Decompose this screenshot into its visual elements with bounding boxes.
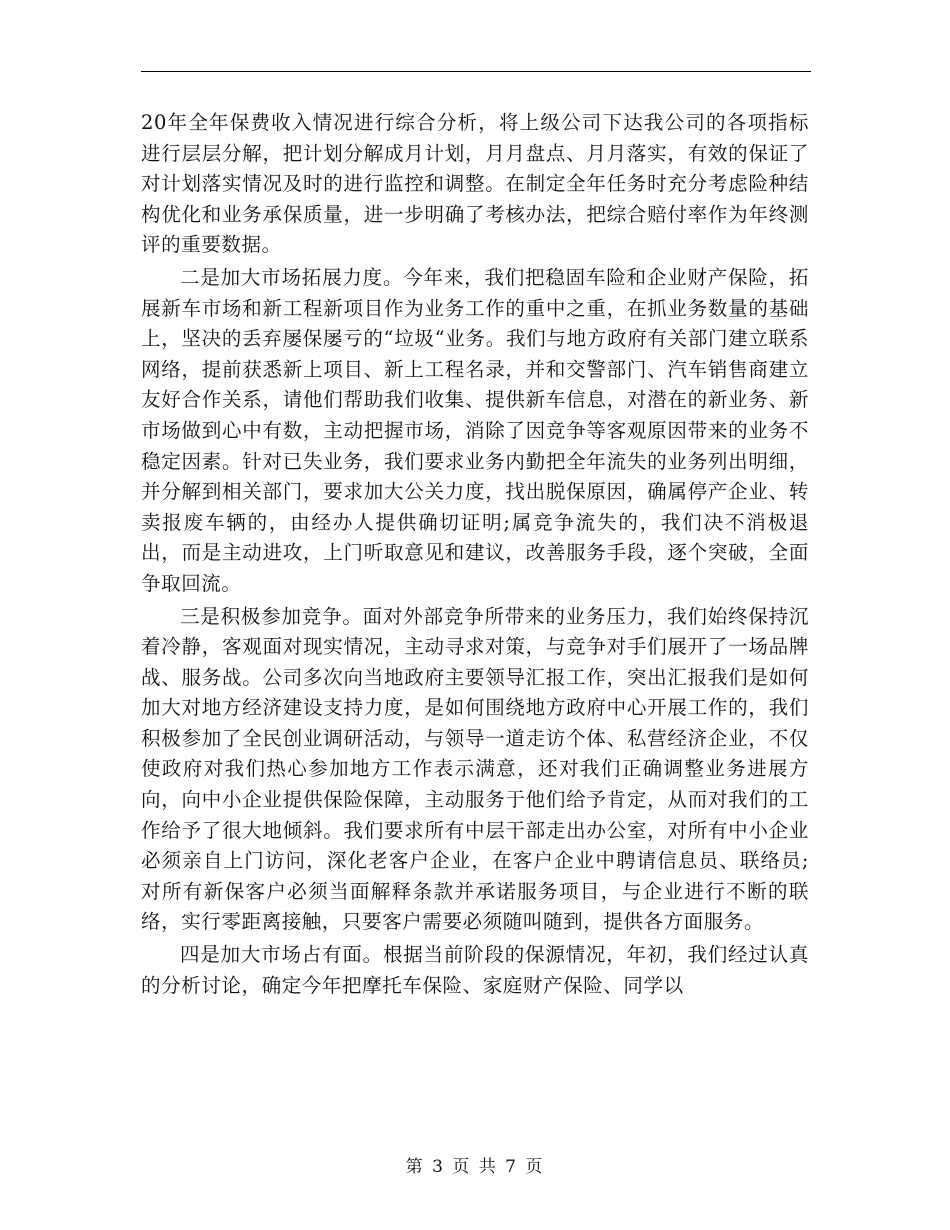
paragraph-1: 20年全年保费收入情况进行综合分析，将上级公司下达我公司的各项指标进行层层分解，把计划分解成月计划，月月盘点、月月落实，有效的保证了对计划落实情况及时的进行监控和调整。在制定全年任务时充分考虑险种结构优化和业务承保质量，进一步明确了考核办法，把综合赔付率作为年终测评的重要数据。 <box>141 111 809 257</box>
page-footer: 第 3 页 共 7 页 <box>405 1157 545 1177</box>
paragraph-2: 二是加大市场拓展力度。今年来，我们把稳固车险和企业财产保险，拓展新车市场和新工程新项目作为业务工作的重中之重，在抓业务数量的基础上，坚决的丢弃屡保屡亏的“垃圾“业务。我们与地方政府有关部门建立联系网络，提前获悉新上项目、新上工程名录，并和交警部门、汽车销售商建立友好合作关系，请他们帮助我们收集、提供新车信息，对潜在的新业务、新市场做到心中有数，主动把握市场，消除了因竞争等客观原因带来的业务不稳定因素。针对已失业务，我们要求业务内勤把全年流失的业务列出明细，并分解到相关部门，要求加大公关力度，找出脱保原因，确属停产企业、转卖报废车辆的，由经办人提供确切证明;属竞争流失的，我们决不消极退出，而是主动进攻，上门听取意见和建议，改善服务手段，逐个突破，全面争取回流。 <box>141 265 809 595</box>
header-rule <box>141 71 811 72</box>
body-text <box>141 108 809 1003</box>
paragraph-3: 三是积极参加竞争。面对外部竞争所带来的业务压力，我们始终保持沉着冷静，客观面对现实情况，主动寻求对策，与竞争对手们展开了一场品牌战、服务战。公司多次向当地政府主要领导汇报工作，突出汇报我们是如何加大对地方经济建设支持力度，是如何围绕地方政府中心开展工作的，我们积极参加了全民创业调研活动，与领导一道走访个体、私营经济企业，不仅使政府对我们热心参加地方工作表示满意，还对我们正确调整业务进展方向，向中小企业提供保险保障，主动服务于他们给予肯定，从而对我们的工作给予了很大地倾斜。我们要求所有中层干部走出办公室，对所有中小企业必须亲自上门访问，深化老客户企业，在客户企业中聘请信息员、联络员;对所有新保客户必须当面解释条款并承诺服务项目，与企业进行不断的联络，实行零距离接触，只要客户需要必须随叫随到，提供各方面服务。 <box>141 604 809 934</box>
paragraph-4: 四是加大市场占有面。根据当前阶段的保源情况，年初，我们经过认真的分析讨论，确定今年把摩托车保险、家庭财产保险、同学以 <box>141 943 809 997</box>
